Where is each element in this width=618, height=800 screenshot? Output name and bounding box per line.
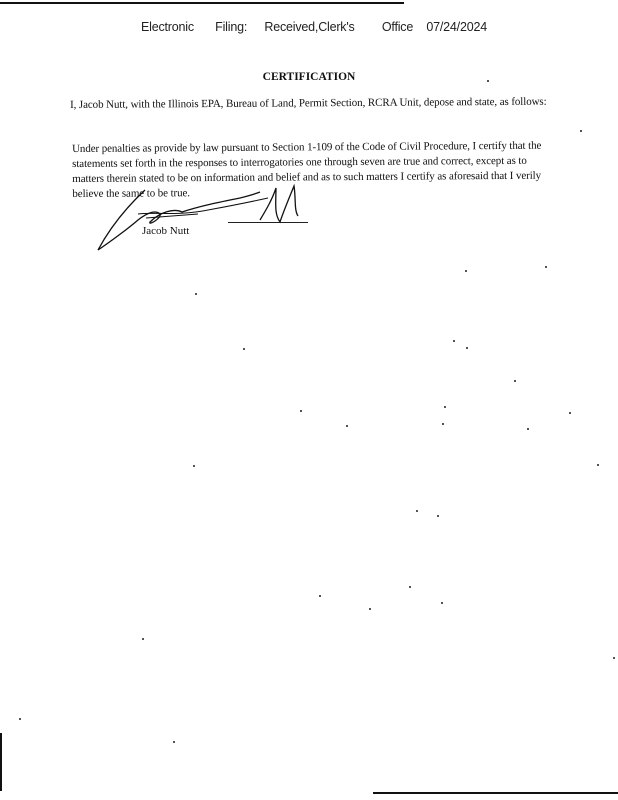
scan-speck (409, 586, 411, 588)
scan-speck (597, 464, 599, 466)
scan-speck (195, 293, 197, 295)
scan-speck (142, 638, 144, 640)
scan-speck (569, 412, 571, 414)
handwritten-signature (90, 182, 320, 257)
scan-speck (346, 425, 348, 427)
scan-speck (319, 595, 321, 597)
scan-speck (19, 718, 21, 720)
left-edge-mark (0, 733, 2, 791)
scan-speck (416, 510, 418, 512)
paragraph-deposition: I, Jacob Nutt, with the Illinois EPA, Bureau of Land, Permit Section, RCRA Unit, depose and state, as follows: (70, 95, 547, 111)
scan-speck (453, 340, 455, 342)
scan-speck (465, 270, 467, 272)
scan-speck (545, 266, 547, 268)
signatory-name: Jacob Nutt (142, 225, 190, 237)
scan-speck (300, 410, 302, 412)
scan-speck (487, 80, 489, 82)
filing-header (141, 20, 487, 34)
header-office: Office (381, 20, 414, 34)
header-date: 07/24/2024 (426, 20, 487, 34)
header-filing: Filing: (215, 20, 248, 34)
scan-speck (613, 657, 615, 659)
scan-speck (437, 515, 439, 517)
scan-speck (441, 602, 443, 604)
bottom-border-line (373, 792, 618, 794)
scan-speck (580, 130, 582, 132)
scan-speck (193, 465, 195, 467)
scan-speck (173, 741, 175, 743)
scan-speck (514, 380, 516, 382)
document-title-row (0, 71, 618, 83)
scan-speck (442, 423, 444, 425)
scan-speck (466, 347, 468, 349)
scan-speck (369, 608, 371, 610)
scan-speck (243, 348, 245, 350)
header-electronic: Electronic (141, 20, 194, 34)
scan-speck (527, 428, 529, 430)
signature-line (228, 222, 308, 223)
document-title: CERTIFICATION (262, 71, 356, 83)
scan-speck (444, 406, 446, 408)
top-border-line (0, 2, 404, 4)
header-received: Received,Clerk's (264, 20, 355, 34)
paragraph-certification: Under penalties as provide by law pursuant to Section 1-109 of the Code of Civil Procedure, I certify that the statements set forth in the responses to interrogatories one through seven are true and correct, except as to matters therein stated to be on information and belief and as to such matters I certify as aforesaid that I verily believe the same to be true. (72, 139, 542, 200)
